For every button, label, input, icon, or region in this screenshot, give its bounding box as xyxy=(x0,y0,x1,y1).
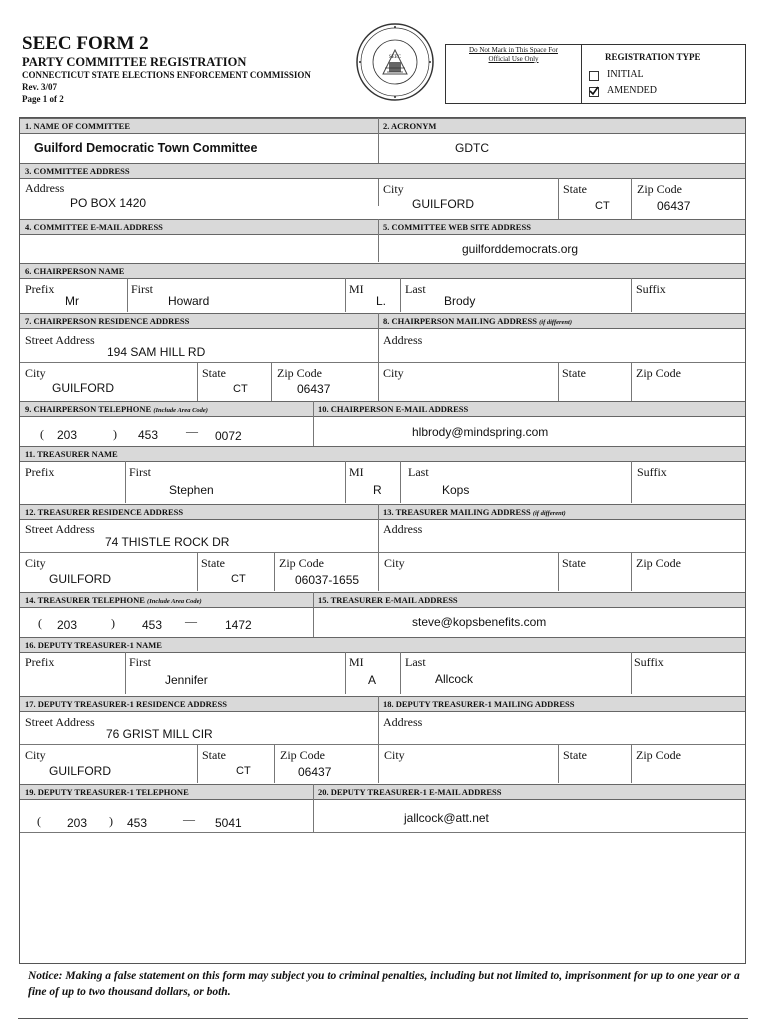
deputy-mi-value[interactable]: A xyxy=(368,673,377,687)
deputy-email-label: 20. DEPUTY TREASURER-1 E-MAIL ADDRESS xyxy=(318,787,502,797)
address-label: Address xyxy=(383,333,423,347)
chair-last-value[interactable]: Brody xyxy=(444,294,476,308)
city-label: City xyxy=(383,182,404,196)
state-label: State xyxy=(201,556,225,570)
form-title: SEEC FORM 2 xyxy=(22,33,149,54)
treasurer-name-label: 11. TREASURER NAME xyxy=(25,449,118,459)
treasurer-number[interactable]: 1472 xyxy=(225,618,252,632)
chair-residence-label: 7. CHAIRPERSON RESIDENCE ADDRESS xyxy=(25,316,190,326)
prefix-label: Prefix xyxy=(25,655,55,669)
treasurer-street-value[interactable]: 74 THISTLE ROCK DR xyxy=(105,535,230,549)
deputy-telephone-label: 19. DEPUTY TREASURER-1 TELEPHONE xyxy=(25,787,189,797)
state-seal xyxy=(355,22,435,102)
chair-email-value[interactable]: hlbrody@mindspring.com xyxy=(412,425,549,439)
committee-name-label: 1. NAME OF COMMITTEE xyxy=(25,121,130,131)
paren-open: ( xyxy=(38,616,42,630)
last-label: Last xyxy=(405,655,426,669)
city-label: City xyxy=(25,748,46,762)
last-label: Last xyxy=(408,465,429,479)
paren-open: ( xyxy=(37,814,41,828)
svg-text:SEEC: SEEC xyxy=(388,55,402,60)
chair-telephone-label: 9. CHAIRPERSON TELEPHONE (Include Area Code) xyxy=(25,404,208,414)
deputy-area-code[interactable]: 203 xyxy=(67,816,88,830)
prefix-label: Prefix xyxy=(25,465,55,479)
deputy-name-label: 16. DEPUTY TREASURER-1 NAME xyxy=(25,640,162,650)
form-revision: Rev. 3/07 xyxy=(22,82,57,92)
deputy-exchange[interactable]: 453 xyxy=(127,816,148,830)
state-label: State xyxy=(563,182,587,196)
state-label: State xyxy=(202,748,226,762)
form-subtitle: PARTY COMMITTEE REGISTRATION xyxy=(22,55,247,69)
chair-area-code[interactable]: 203 xyxy=(57,428,78,442)
treasurer-first-value[interactable]: Stephen xyxy=(169,483,214,497)
suffix-label: Suffix xyxy=(637,465,667,479)
treasurer-area-code[interactable]: 203 xyxy=(57,618,78,632)
chair-state-value[interactable]: CT xyxy=(233,383,248,395)
deputy-email-value[interactable]: jallcock@att.net xyxy=(404,811,489,825)
mi-label: MI xyxy=(349,282,364,296)
deputy-last-value[interactable]: Allcock xyxy=(435,672,474,686)
zip-code-label: Zip Code xyxy=(636,366,681,380)
treasurer-residence-label: 12. TREASURER RESIDENCE ADDRESS xyxy=(25,507,184,517)
dash: — xyxy=(186,424,198,438)
zip-code-label: Zip Code xyxy=(280,748,325,762)
first-label: First xyxy=(129,465,152,479)
chair-name-label: 6. CHAIRPERSON NAME xyxy=(25,266,125,276)
check-icon xyxy=(589,86,599,96)
street-address-label: Street Address xyxy=(25,522,95,536)
city-label: City xyxy=(25,366,46,380)
dash: — xyxy=(183,812,195,826)
treasurer-city-value[interactable]: GUILFORD xyxy=(49,572,112,586)
first-label: First xyxy=(131,282,154,296)
chair-city-value[interactable]: GUILFORD xyxy=(52,381,115,395)
deputy-number[interactable]: 5041 xyxy=(215,816,242,830)
treasurer-mailing-label: 13. TREASURER MAILING ADDRESS (if different) xyxy=(383,507,566,517)
amended-option-label: AMENDED xyxy=(607,85,657,96)
chair-number[interactable]: 0072 xyxy=(215,429,242,443)
zip-code-label: Zip Code xyxy=(279,556,324,570)
office-use-box xyxy=(445,44,582,104)
suffix-label: Suffix xyxy=(634,655,664,669)
chair-zip-value[interactable]: 06437 xyxy=(297,382,331,396)
zip-code-label: Zip Code xyxy=(637,182,682,196)
mi-label: MI xyxy=(349,655,364,669)
address-label: Address xyxy=(383,522,423,536)
deputy-city-value[interactable]: GUILFORD xyxy=(49,764,112,778)
section-bar xyxy=(20,263,745,279)
section-bar xyxy=(20,446,745,462)
committee-name-value[interactable]: Guilford Democratic Town Committee xyxy=(34,141,258,155)
committee-email-label: 4. COMMITTEE E-MAIL ADDRESS xyxy=(25,222,163,232)
zip-code-label: Zip Code xyxy=(636,556,681,570)
committee-city-value[interactable]: GUILFORD xyxy=(412,197,475,211)
street-address-label: Street Address xyxy=(25,333,95,347)
address-label: Address xyxy=(383,715,423,729)
treasurer-email-value[interactable]: steve@kopsbenefits.com xyxy=(412,615,547,629)
treasurer-mi-value[interactable]: R xyxy=(373,483,382,497)
prefix-label: Prefix xyxy=(25,282,55,296)
zip-code-label: Zip Code xyxy=(636,748,681,762)
zip-code-label: Zip Code xyxy=(277,366,322,380)
chair-first-value[interactable]: Howard xyxy=(168,294,210,308)
state-label: State xyxy=(562,556,586,570)
chair-email-label: 10. CHAIRPERSON E-MAIL ADDRESS xyxy=(318,404,469,414)
initial-option-label: INITIAL xyxy=(607,69,644,80)
page-number: Page 1 of 2 xyxy=(22,94,64,104)
first-label: First xyxy=(129,655,152,669)
deputy-zip-value[interactable]: 06437 xyxy=(298,765,332,779)
paren-close: ) xyxy=(113,427,117,441)
committee-state-value[interactable]: CT xyxy=(595,200,610,212)
office-use-text: Do Not Mark in This Space For Official Use Only xyxy=(469,46,558,63)
state-label: State xyxy=(563,748,587,762)
treasurer-zip-value[interactable]: 06037-1655 xyxy=(295,573,360,587)
initial-checkbox[interactable] xyxy=(589,71,599,81)
last-label: Last xyxy=(405,282,426,296)
committee-zip-value[interactable]: 06437 xyxy=(657,199,691,213)
deputy-state-value[interactable]: CT xyxy=(236,765,251,777)
chair-street-value[interactable]: 194 SAM HILL RD xyxy=(107,345,206,359)
committee-website-value[interactable]: guilforddemocrats.org xyxy=(462,242,579,256)
agency-name: CONNECTICUT STATE ELECTIONS ENFORCEMENT COMMISSION xyxy=(22,70,311,80)
mi-label: MI xyxy=(349,465,364,479)
acronym-value[interactable]: GDTC xyxy=(455,141,489,155)
chair-exchange[interactable]: 453 xyxy=(138,428,159,442)
city-label: City xyxy=(384,748,405,762)
city-label: City xyxy=(384,556,405,570)
treasurer-email-label: 15. TREASURER E-MAIL ADDRESS xyxy=(318,595,458,605)
committee-address-value[interactable]: PO BOX 1420 xyxy=(70,196,147,210)
treasurer-last-value[interactable]: Kops xyxy=(442,483,470,497)
deputy-street-value[interactable]: 76 GRIST MILL CIR xyxy=(106,727,213,741)
deputy-residence-label: 17. DEPUTY TREASURER-1 RESIDENCE ADDRESS xyxy=(25,699,227,709)
state-label: State xyxy=(202,366,226,380)
acronym-label: 2. ACRONYM xyxy=(383,121,437,131)
committee-address-label: 3. COMMITTEE ADDRESS xyxy=(25,166,130,176)
dash: — xyxy=(185,614,197,628)
city-label: City xyxy=(25,556,46,570)
paren-close: ) xyxy=(109,814,113,828)
registration-type-box xyxy=(580,44,746,104)
paren-open: ( xyxy=(40,427,44,441)
chair-mi-value[interactable]: L. xyxy=(376,294,387,308)
paren-close: ) xyxy=(111,616,115,630)
committee-website-label: 5. COMMITTEE WEB SITE ADDRESS xyxy=(383,222,531,232)
deputy-mailing-label: 18. DEPUTY TREASURER-1 MAILING ADDRESS xyxy=(383,699,575,709)
registration-type-label: REGISTRATION TYPE xyxy=(605,52,701,62)
suffix-label: Suffix xyxy=(636,282,666,296)
deputy-first-value[interactable]: Jennifer xyxy=(165,673,208,687)
amended-checkbox[interactable] xyxy=(589,87,599,97)
legal-notice: Notice: Making a false statement on this form may subject you to criminal penalties, including but not limited to, imprisonment for up to one year or a fine of up to two thousand dollars, or both. xyxy=(28,970,740,998)
state-label: State xyxy=(562,366,586,380)
street-address-label: Street Address xyxy=(25,715,95,729)
address-label: Address xyxy=(25,181,65,195)
treasurer-telephone-label: 14. TREASURER TELEPHONE (Include Area Code) xyxy=(25,595,202,605)
chair-prefix-value[interactable]: Mr xyxy=(65,294,79,308)
city-label: City xyxy=(383,366,404,380)
chair-mailing-label: 8. CHAIRPERSON MAILING ADDRESS (if different) xyxy=(383,316,573,326)
treasurer-exchange[interactable]: 453 xyxy=(142,618,163,632)
treasurer-state-value[interactable]: CT xyxy=(231,573,246,585)
